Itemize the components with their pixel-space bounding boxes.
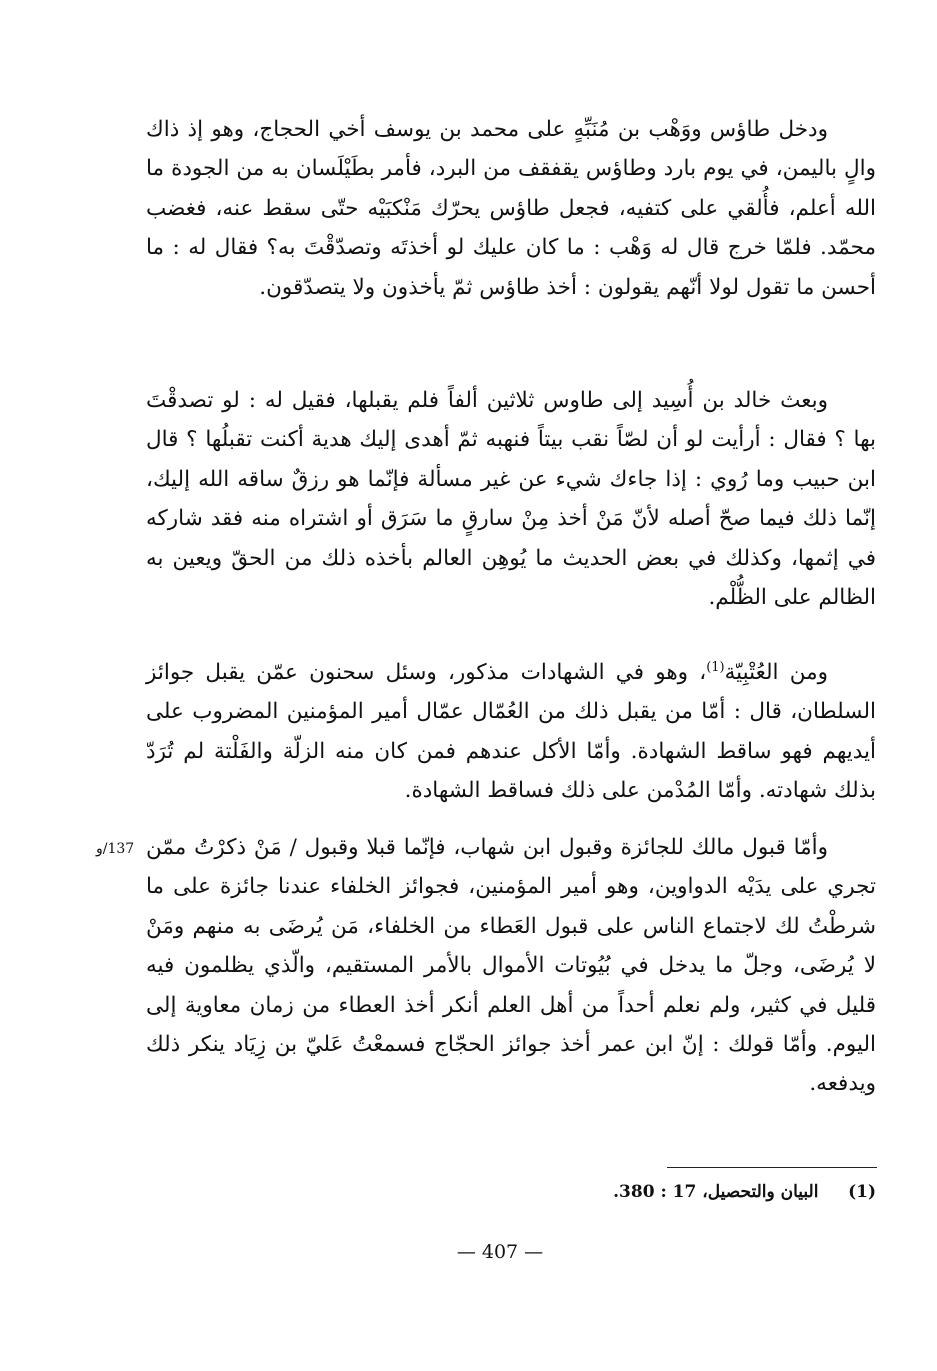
paragraph-tawus-wahb: ودخل طاؤس ووَهْب بن مُنَبِّهٍ على محمد بن يوسف أخي الحجاج، وهو إذ ذاك والٍ باليمن، في يوم بارد وطاؤس يقفقف من البرد، فأمر بطَيْلَسان به من الجودة ما الله أعلم، فأُلقي على كتفيه، فجعل طاؤس يحرّك مَنْكبَيْه حتّى سقط عنه، فغضب محمّد. فلمّا خرج قال له وَهْب : ما كان عليك لو أخذتَه وتصدّقْتَ به؟ فقال له : ما أحسن ما تقول لولا أنّهم يقولون : أخذ طاؤس ثمّ يأخذون ولا يتصدّقون. [146,117,876,300]
paragraph-malik-acceptance: وأمّا قبول مالك للجائزة وقبول ابن شهاب، فإنّما قبلا وقبول / مَنْ ذكرْتُ ممّن تجري على يدَيْه الدواوين، وهو أمير المؤمنين، فجوائز الخلفاء عندنا جائزة على ما شرطْتُ لك لاجتماع الناس على قبول العَطاء من الخلفاء، مَن يُرضَى به منهم ومَنْ لا يُرضَى، وجلّ ما يدخل في بُيُوتات الأموال بالأمر المستقيم، والّذي يظلمون فيه قليل في كثير، ولم نعلم أحداً من أهل العلم أنكر أخذ العطاء من زمان معاوية إلى اليوم. وأمّا قولك : إنّ ابن عمر أخذ جوائز الحجّاج فسمعْتُ عَليّ بن زِيَاد ينكر ذلك ويدفعه. [146,835,876,1097]
paragraph-khalid-ibn-usayd: وبعث خالد بن أُسِيد إلى طاوس ثلاثين ألفاً فلم يقبلها، فقيل له : لو تصدقْتَ بها ؟ فقال : أرأيت لو أن لصّاً نقب بيتاً فنهبه ثمّ أهدى إليك هدية أكنت تقبلُها ؟ قال ابن حبيب وما رُوي : إذا جاءك شيء عن غير مسألة فإنّما هو رزقٌ ساقه الله إليك، إنّما ذلك فيما صحّ أصله لأنّ مَنْ أخذ مِنْ سارقٍ ما سَرَق أو اشتراه منه فقد شاركه في إثمها، وكذلك في بعض الحديث ما يُوهِن العالم بأخذه ذلك من الحقّ ويعين به الظالم على الظُّلْم. [146,388,876,611]
paragraph-utbiyya-rest: ، وهو في الشهادات مذكور، وسئل سحنون عمّن يقبل جوائز السلطان، قال : أمّا من يقبل ذلك من العُمّال عمّال أمير المؤمنين المضروب على أيديهم فهو ساقط الشهادة. وأمّا الأكل عندهم فمن كان منه الزلّة والفَلْتة لم تُرَدّ بذلك شهادته. وأمّا المُدْمن على ذلك فساقط الشهادة. [146,660,876,804]
folio-margin-note: 137/و [96,841,135,857]
paragraph-utbiyya-start: ومن العُتْبِيّة [724,660,828,685]
footnote [560,1179,876,1205]
footnote-number: (1) [848,1182,876,1202]
page-number: — 407 — [456,1241,544,1263]
footnote-text: البيان والتحصيل، 17 : 380. [613,1182,819,1202]
footnote-divider [667,1167,877,1168]
paragraph-utbiyya [146,653,876,811]
footnote-reference: (1) [706,659,725,675]
